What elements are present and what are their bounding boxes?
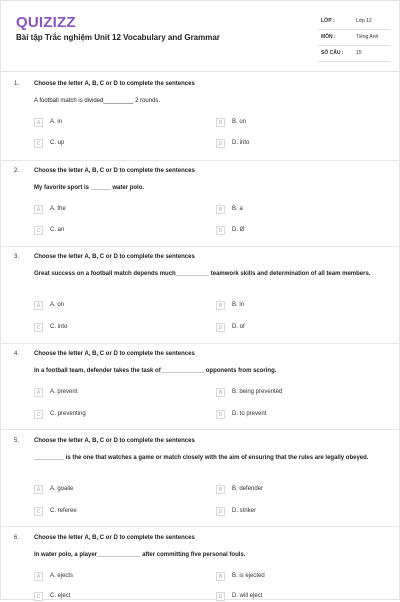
- option-text: C. referee: [50, 508, 77, 514]
- question-text: _________ is the one that watches a game or match closely with the aim of ensuring that the rules are legally obeyed.: [34, 455, 369, 461]
- worksheet-title: Bài tập Trắc nghiệm Unit 12 Vocabulary and Grammar: [16, 33, 220, 42]
- option-text: A. goalie: [50, 486, 74, 492]
- option-text: B. defender: [232, 486, 264, 492]
- question-separator: [0, 160, 400, 161]
- option-letter-box: C: [34, 323, 43, 332]
- option-letter-box: D: [216, 139, 225, 148]
- option-text: D. of: [232, 324, 245, 330]
- option-letter-box: A: [34, 388, 43, 397]
- option-text: C. eject: [50, 593, 71, 599]
- option-letter-box: D: [216, 323, 225, 332]
- option-text: D. striker: [232, 508, 256, 514]
- meta-value: 15: [356, 50, 362, 56]
- question-instruction: Choose the letter A, B, C or D to complete the sentences: [34, 351, 195, 357]
- option-text: B. being prevented: [232, 389, 283, 395]
- question-instruction: Choose the letter A, B, C or D to complete the sentences: [34, 535, 195, 541]
- option-letter-box: A: [34, 301, 43, 310]
- question-number: 5.: [14, 438, 20, 444]
- option-letter-box: B: [216, 301, 225, 310]
- option-text: B. on: [232, 119, 247, 125]
- option-text: D. Ø: [232, 227, 245, 233]
- option-letter-box: A: [34, 572, 43, 581]
- option-letter-box: B: [216, 572, 225, 581]
- meta-row-grade: [318, 14, 390, 30]
- option-letter-box: A: [34, 118, 43, 127]
- question-text: In water polo, a player_____________ after committing five personal fouls.: [34, 552, 246, 558]
- option-text: C. preventing: [50, 411, 86, 417]
- question-instruction: Choose the letter A, B, C or D to complete the sentences: [34, 81, 195, 87]
- option-letter-box: C: [34, 507, 43, 516]
- worksheet-meta: [318, 14, 390, 62]
- question-number: 1.: [14, 81, 20, 87]
- question-instruction: Choose the letter A, B, C or D to complete the sentences: [34, 168, 195, 174]
- question-number: 6.: [14, 535, 20, 541]
- option-text: A. the: [50, 206, 66, 212]
- option-letter-box: D: [216, 507, 225, 516]
- question-instruction: Choose the letter A, B, C or D to complete the sentences: [34, 254, 195, 260]
- option-text: A. prevent: [50, 389, 78, 395]
- option-letter-box: D: [216, 226, 225, 235]
- option-letter-box: D: [216, 592, 225, 601]
- question-separator: [0, 526, 400, 527]
- option-letter-box: B: [216, 388, 225, 397]
- question-separator: [0, 343, 400, 344]
- option-letter-box: B: [216, 118, 225, 127]
- question-number: 4.: [14, 351, 20, 357]
- meta-value: Tiếng Anh: [356, 34, 379, 40]
- header-divider: [0, 71, 400, 72]
- question-separator: [0, 429, 400, 430]
- option-letter-box: D: [216, 410, 225, 419]
- question-text: A football match is divided_________ 2 rounds.: [34, 98, 161, 104]
- option-text: C. into: [50, 324, 68, 330]
- question-number: 3.: [14, 254, 20, 260]
- option-letter-box: A: [34, 485, 43, 494]
- option-text: B. is ejected: [232, 573, 265, 579]
- question-text: Great success on a football match depends much__________ teamwork skills and determination of all team members.: [34, 271, 371, 277]
- question-separator: [0, 246, 400, 247]
- question-instruction: Choose the letter A, B, C or D to complete the sentences: [34, 438, 195, 444]
- option-text: D. to prevent: [232, 411, 267, 417]
- option-letter-box: B: [216, 205, 225, 214]
- worksheet-header: [0, 0, 400, 72]
- meta-key: SỐ CÂU :: [321, 50, 344, 56]
- option-text: C. up: [50, 140, 65, 146]
- option-letter-box: C: [34, 139, 43, 148]
- option-text: C. an: [50, 227, 65, 233]
- question-text: My favorite sport is ______ water polo.: [34, 185, 145, 191]
- meta-value: Lớp 12: [356, 18, 372, 24]
- meta-key: MÔN :: [321, 34, 336, 40]
- question-text: In a football team, defender takes the task of_____________ opponents from scoring.: [34, 368, 277, 374]
- option-letter-box: B: [216, 485, 225, 494]
- option-letter-box: A: [34, 205, 43, 214]
- option-letter-box: C: [34, 226, 43, 235]
- question-number: 2.: [14, 168, 20, 174]
- option-letter-box: C: [34, 410, 43, 419]
- meta-row-subject: [318, 30, 390, 46]
- option-letter-box: C: [34, 592, 43, 601]
- quizizz-logo: QUIZIZZ: [16, 14, 76, 31]
- option-text: B. a: [232, 206, 243, 212]
- option-text: A. on: [50, 302, 65, 308]
- option-text: D. into: [232, 140, 250, 146]
- option-text: A. in: [50, 119, 63, 125]
- option-text: A. ejects: [50, 573, 74, 579]
- option-text: B. in: [232, 302, 245, 308]
- meta-row-count: [318, 46, 390, 62]
- option-text: D. will eject: [232, 593, 263, 599]
- meta-key: LỚP :: [321, 18, 335, 24]
